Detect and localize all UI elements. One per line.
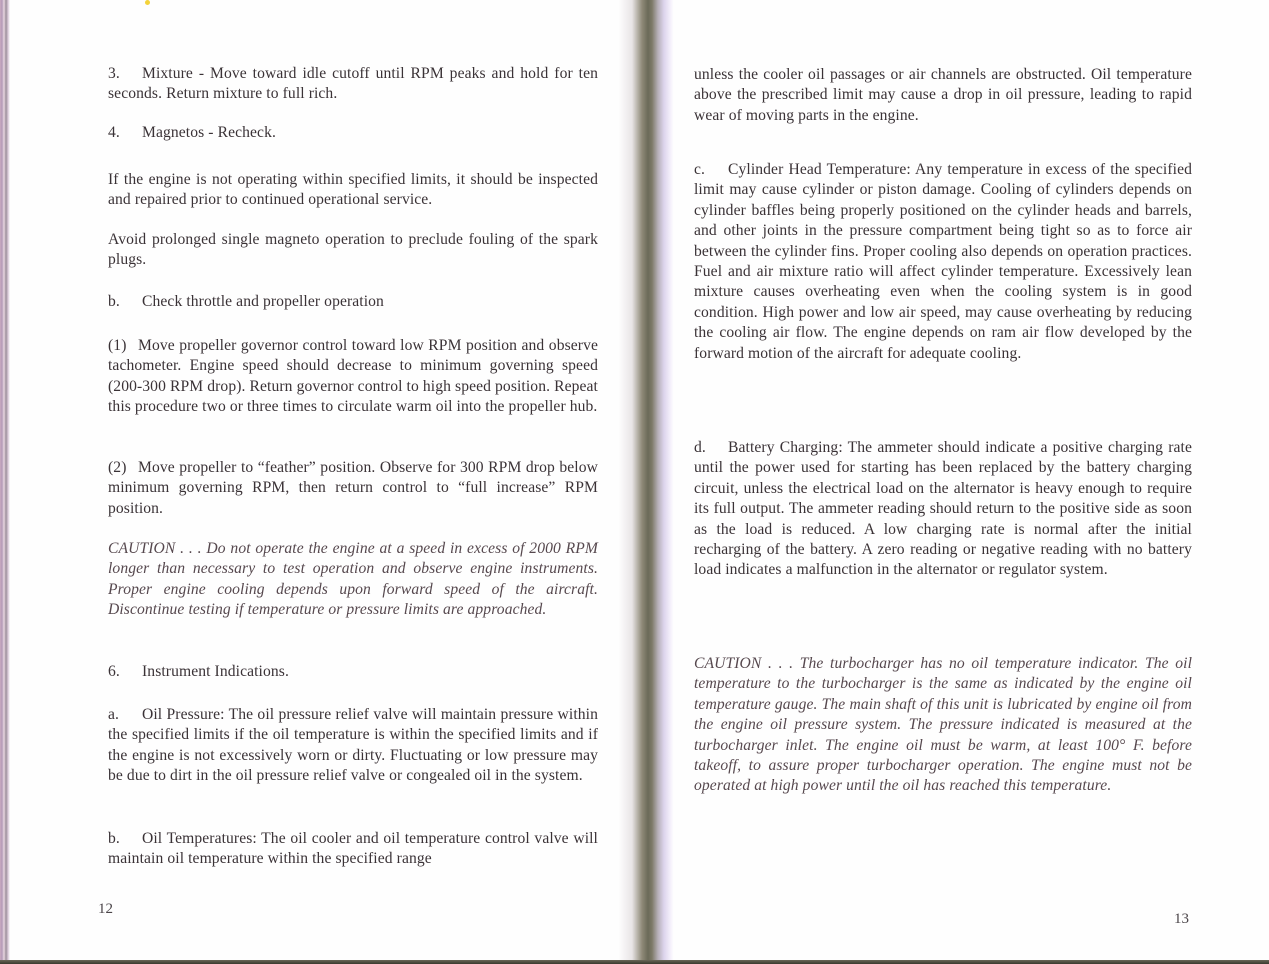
item-number: 3. (108, 65, 120, 82)
item-number: b. (108, 830, 120, 847)
item-oil-pressure (108, 705, 598, 787)
item-number: c. (694, 161, 706, 178)
item-number: (1) (108, 337, 127, 354)
right-page (674, 0, 1269, 964)
item-battery-charging (694, 438, 1192, 581)
step-governor (108, 336, 598, 418)
paragraph-text: unless the cooler oil passages or air channels are obstructed. Oil temperature above the prescribed limit may cause a drop in oil pressure, leading to rapid wear of moving parts in the engine. (694, 66, 1192, 124)
paragraph-text: Avoid prolonged single magneto operation to preclude fouling of the spark plugs. (108, 231, 598, 269)
paragraph-oil-temp-continued (694, 65, 1192, 126)
paragraph-magneto (108, 230, 598, 271)
bottom-edge (0, 960, 1269, 964)
item-number: 4. (108, 124, 120, 141)
step-magnetos (108, 123, 598, 143)
item-number: 6. (108, 663, 120, 680)
heading-instrument-indications (108, 662, 598, 682)
step-mixture (108, 64, 598, 105)
item-number: d. (694, 439, 706, 456)
page-number-right: 13 (1174, 911, 1189, 927)
item-text: Oil Pressure: The oil pressure relief valve will maintain pressure within the specified limits if the oil temperature is within the specified limits and if the engine is not excessively worn or dirty. Fluctuating or low pressure may be due to dirt in the oil pressure relief valve or congealed oil in the system. (108, 706, 598, 785)
book-gutter (618, 0, 674, 964)
item-text: Move propeller governor control toward low RPM position and observe tachometer. Engine speed should decrease to minimum governing speed (200-300 RPM drop). Return governor control to high speed position. Repeat this procedure two or three times to circulate warm oil into the propeller hub. (108, 337, 598, 416)
item-text: Cylinder Head Temperature: Any temperature in excess of the specified limit may cause cylinder or piston damage. Cooling of cylinders depends on cylinder baffles being properly positioned on the cylinder heads and barrels, and other joints in the pressure compartment being tight so as to force air between the cylinder fins. Proper cooling also depends on operation practices. Fuel and air mixture ratio will affect cylinder temperature. Excessively lean mixture causes overheating even when the cooling system is in good condition. High power and low air speed, may cause overheating by reducing the cooling air flow. The engine depends on ram air flow developed by the forward motion of the aircraft for adequate cooling. (694, 161, 1192, 362)
paragraph-limits (108, 170, 598, 211)
item-text: Check throttle and propeller operation (142, 293, 384, 310)
item-text: Instrument Indications. (142, 663, 289, 680)
paragraph-text: If the engine is not operating within specified limits, it should be inspected and repaired prior to continued operational service. (108, 171, 598, 209)
heading-throttle-propeller (108, 292, 598, 312)
item-number: a. (108, 706, 120, 723)
item-text: Magnetos - Recheck. (142, 124, 276, 141)
item-cylinder-head-temperature (694, 160, 1192, 364)
caution-rpm (108, 539, 598, 621)
left-page (10, 0, 618, 964)
step-feather (108, 458, 598, 519)
item-text: Battery Charging: The ammeter should indicate a positive charging rate until the power used for starting has been replaced by the battery charging circuit, unless the electrical load on the alternator is heavy enough to require its full output. The ammeter reading should return to the positive side as soon as the load is reduced. A low charging rate is normal after the initial recharging of the battery. A zero reading or negative reading with no battery load indicates a malfunction in the alternator or regulator system. (694, 439, 1192, 579)
page-number-left: 12 (98, 901, 113, 917)
item-text: Mixture - Move toward idle cutoff until RPM peaks and hold for ten seconds. Return mixture to full rich. (108, 65, 598, 103)
caution-turbocharger (694, 654, 1192, 797)
item-text: Move propeller to “feather” position. Observe for 300 RPM drop below minimum governing RPM, then return control to “full increase” RPM position. (108, 459, 598, 517)
item-oil-temperatures (108, 829, 598, 870)
caution-text: CAUTION . . . The turbocharger has no oil temperature indicator. The oil temperature to the turbocharger is the same as indicated by the engine oil temperature gauge. The main shaft of this unit is lubricated by engine oil from the engine oil pressure system. The pressure indicated is measured at the turbocharger inlet. The engine oil must be warm, at least 100° F. before takeoff, to assure proper turbocharger operation. The engine must not be operated at high power until the oil has reached this temperature. (694, 655, 1192, 795)
item-number: (2) (108, 459, 127, 476)
item-number: b. (108, 293, 120, 310)
item-text: Oil Temperatures: The oil cooler and oil temperature control valve will maintain oil temperature within the specified range (108, 830, 598, 868)
binding-edge (0, 0, 10, 964)
caution-text: CAUTION . . . Do not operate the engine at a speed in excess of 2000 RPM longer than necessary to test operation and observe engine instruments. Proper engine cooling depends upon forward speed of the aircraft. Discontinue testing if temperature or pressure limits are approached. (108, 540, 598, 619)
